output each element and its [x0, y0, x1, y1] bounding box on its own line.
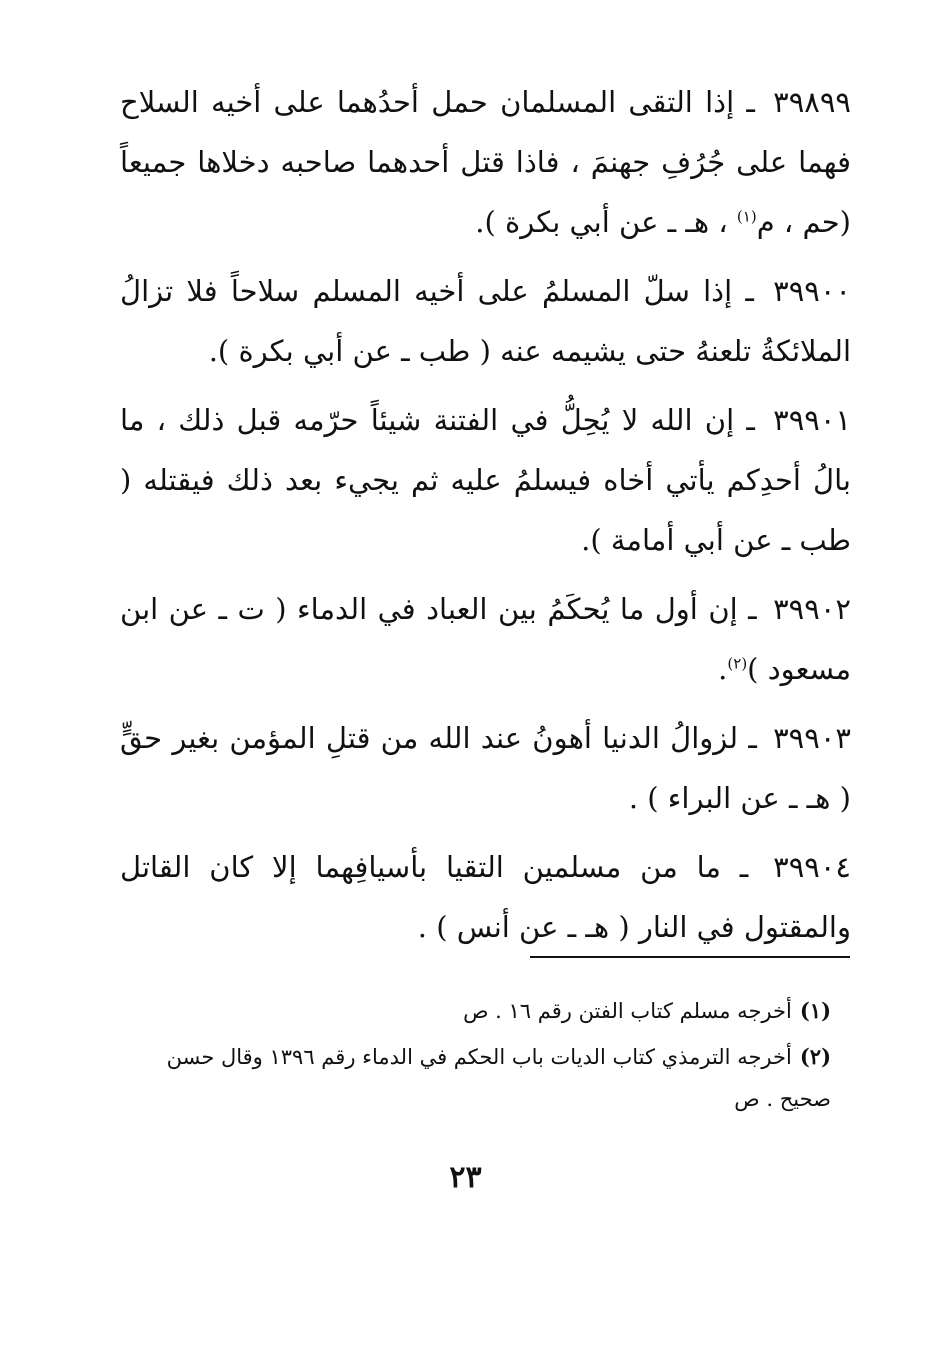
hadith-number: ٣٩٨٩٩	[773, 85, 852, 119]
hadith-entry	[120, 390, 851, 570]
footnote-ref[interactable]: (١)	[736, 207, 757, 226]
hadith-number: ٣٩٩٠١	[773, 403, 852, 437]
hadith-text: ـ إن الله لا يُحِلُّ في الفتنة شيئاً حرّمه قبل ذلك ، ما بالُ أحدِكم يأتي أخاه فيسلمُ عليه ثم يجيء بعد ذلك فيقتله ( طب ـ عن أبي أمامة ).	[120, 403, 851, 557]
hadith-entry	[120, 579, 851, 699]
footnote-divider	[530, 956, 850, 958]
hadith-number: ٣٩٩٠٠	[773, 274, 852, 308]
footnote-text: أخرجه مسلم كتاب الفتن رقم ١٦ . ص	[463, 999, 792, 1023]
hadith-text: ـ إن أول ما يُحكَمُ بين العباد في الدماء ( ت ـ عن ابن مسعود )	[120, 592, 851, 686]
footnote-mark: (١)	[799, 998, 831, 1023]
hadith-number: ٣٩٩٠٣	[773, 721, 851, 755]
hadith-entry	[120, 72, 851, 252]
hadith-text: ـ إذا التقى المسلمان حمل أحدُهما على أخيه السلاح فهما على جُرُفِ جهنمَ ، فاذا قتل أحدهما صاحبه دخلاها جميعاً (حم ، م	[120, 85, 851, 239]
hadith-text: ـ ما من مسلمين التقيا بأسيافِهما إلا كان القاتل والمقتول في النار ( هـ ـ عن أنس ) .	[120, 850, 851, 944]
page-number: ٢٣	[449, 1160, 482, 1195]
hadith-number: ٣٩٩٠٢	[773, 592, 851, 626]
hadith-entry	[120, 261, 851, 381]
hadith-source: .	[718, 652, 728, 686]
hadith-entry	[120, 708, 851, 828]
hadith-text: ـ إذا سلّ المسلمُ على أخيه المسلم سلاحاً فلا تزالُ الملائكةُ تلعنهُ حتى يشيمه عنه ( طب ـ عن أبي بكرة ).	[120, 274, 851, 368]
hadith-text: ـ لزوالُ الدنيا أهونُ عند الله من قتلِ المؤمن بغير حقٍّ ( هـ ـ عن البراء ) .	[120, 721, 851, 815]
footnote-ref[interactable]: (٢)	[727, 654, 748, 673]
footnote-mark: (٢)	[799, 1044, 831, 1069]
footnote-item	[130, 990, 831, 1032]
hadith-source: ، هـ ـ عن أبي بكرة ).	[475, 205, 728, 239]
footnotes	[130, 990, 831, 1124]
hadith-entry	[120, 837, 851, 957]
footnote-text: أخرجه الترمذي كتاب الديات باب الحكم في الدماء رقم ١٣٩٦ وقال حسن صحيح . ص	[166, 1045, 831, 1111]
hadith-number: ٣٩٩٠٤	[773, 850, 852, 884]
hadith-list	[120, 72, 851, 966]
footnote-item	[130, 1036, 831, 1120]
